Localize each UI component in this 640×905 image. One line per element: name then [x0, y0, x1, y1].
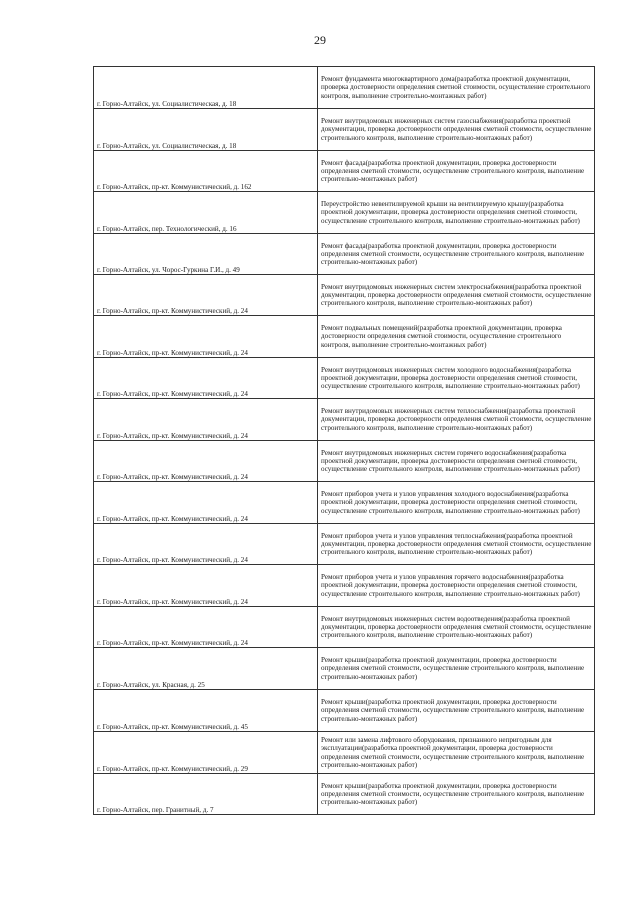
work-description-cell: Ремонт внутридомовых инженерных систем газоснабжения(разработка проектной документации, проверка достоверности определения сметной стоимости, осуществление строительного контроля, выполнение строительно-монтажных работ)	[318, 109, 595, 151]
table-row	[94, 316, 595, 358]
address-cell: г. Горно-Алтайск, пр-кт. Коммунистический, д. 24	[94, 565, 318, 607]
work-description-cell: Ремонт подвальных помещений(разработка проектной документации, проверка достоверности определения сметной стоимости, осуществление строительного контроля, выполнение строительно-монтажных работ)	[318, 316, 595, 358]
address-cell: г. Горно-Алтайск, пр-кт. Коммунистический, д. 162	[94, 151, 318, 192]
address-cell: г. Горно-Алтайск, пр-кт. Коммунистический, д. 24	[94, 524, 318, 565]
work-description-cell: Ремонт приборов учета и узлов управления теплоснабжения(разработка проектной документации, проверка достоверности определения сметной стоимости, осуществление строительного контроля, выполнение строительно-монтажных работ)	[318, 524, 595, 565]
work-description-cell: Ремонт внутридомовых инженерных систем горячего водоснабжения(разработка проектной документации, проверка достоверности определения сметной стоимости, осуществление строительного контроля, выполнение строительно-монтажных работ)	[318, 441, 595, 482]
table-row	[94, 690, 595, 732]
address-cell: г. Горно-Алтайск, ул. Социалистическая, д. 18	[94, 109, 318, 151]
table-row	[94, 399, 595, 441]
table-row	[94, 774, 595, 815]
table-row	[94, 441, 595, 482]
address-cell: г. Горно-Алтайск, пр-кт. Коммунистический, д. 24	[94, 275, 318, 316]
table-row	[94, 732, 595, 774]
address-cell: г. Горно-Алтайск, пр-кт. Коммунистический, д. 29	[94, 732, 318, 774]
table-row	[94, 648, 595, 690]
work-description-cell: Ремонт фасада(разработка проектной документации, проверка достоверности определения сметной стоимости, осуществление строительного контроля, выполнение строительно-монтажных работ)	[318, 234, 595, 275]
work-description-cell: Ремонт крыши(разработка проектной документации, проверка достоверности определения сметной стоимости, осуществление строительного контроля, выполнение строительно-монтажных работ)	[318, 774, 595, 815]
table-row	[94, 482, 595, 524]
table-row	[94, 151, 595, 192]
address-cell: г. Горно-Алтайск, ул. Чорос-Гуркина Г.И., д. 49	[94, 234, 318, 275]
work-description-cell: Ремонт крыши(разработка проектной документации, проверка достоверности определения сметной стоимости, осуществление строительного контроля, выполнение строительно-монтажных работ)	[318, 648, 595, 690]
works-table	[93, 66, 595, 815]
work-description-cell: Ремонт или замена лифтового оборудования, признанного непригодным для эксплуатации(разработка проектной документации, проверка достоверности определения сметной стоимости, осуществление строительного контроля, выполнение строительно-монтажных работ)	[318, 732, 595, 774]
page-number: 29	[314, 33, 326, 47]
address-cell: г. Горно-Алтайск, пр-кт. Коммунистический, д. 24	[94, 316, 318, 358]
address-cell: г. Горно-Алтайск, пер. Гранитный, д. 7	[94, 774, 318, 815]
address-cell: г. Горно-Алтайск, ул. Социалистическая, д. 18	[94, 67, 318, 109]
address-cell: г. Горно-Алтайск, пр-кт. Коммунистический, д. 24	[94, 358, 318, 399]
work-description-cell: Ремонт фасада(разработка проектной документации, проверка достоверности определения сметной стоимости, осуществление строительного контроля, выполнение строительно-монтажных работ)	[318, 151, 595, 192]
address-cell: г. Горно-Алтайск, пр-кт. Коммунистический, д. 24	[94, 399, 318, 441]
work-description-cell: Ремонт внутридомовых инженерных систем электроснабжения(разработка проектной документации, проверка достоверности определения сметной стоимости, осуществление строительного контроля, выполнение строительно-монтажных работ)	[318, 275, 595, 316]
address-cell: г. Горно-Алтайск, пер. Технологический, д. 16	[94, 192, 318, 234]
address-cell: г. Горно-Алтайск, пр-кт. Коммунистический, д. 24	[94, 482, 318, 524]
work-description-cell: Ремонт внутридомовых инженерных систем холодного водоснабжения(разработка проектной документации, проверка достоверности определения сметной стоимости, осуществление строительного контроля, выполнение строительно-монтажных работ)	[318, 358, 595, 399]
work-description-cell: Ремонт фундамента многоквартирного дома(разработка проектной документации, проверка достоверности определения сметной стоимости, осуществление строительного контроля, выполнение строительно-монтажных работ)	[318, 67, 595, 109]
table-row	[94, 358, 595, 399]
address-cell: г. Горно-Алтайск, пр-кт. Коммунистический, д. 24	[94, 607, 318, 648]
table-row	[94, 607, 595, 648]
work-description-cell: Ремонт внутридомовых инженерных систем водоотведения(разработка проектной документации, проверка достоверности определения сметной стоимости, осуществление строительного контроля, выполнение строительно-монтажных работ)	[318, 607, 595, 648]
work-description-cell: Ремонт приборов учета и узлов управления холодного водоснабжения(разработка проектной документации, проверка достоверности определения сметной стоимости, осуществление строительного контроля, выполнение строительно-монтажных работ)	[318, 482, 595, 524]
table-row	[94, 234, 595, 275]
work-description-cell: Ремонт внутридомовых инженерных систем теплоснабжения(разработка проектной документации, проверка достоверности определения сметной стоимости, осуществление строительного контроля, выполнение строительно-монтажных работ)	[318, 399, 595, 441]
address-cell: г. Горно-Алтайск, пр-кт. Коммунистический, д. 45	[94, 690, 318, 732]
table-row	[94, 192, 595, 234]
work-description-cell: Ремонт приборов учета и узлов управления горячего водоснабжения(разработка проектной документации, проверка достоверности определения сметной стоимости, осуществление строительного контроля, выполнение строительно-монтажных работ)	[318, 565, 595, 607]
table-row	[94, 67, 595, 109]
works-table-body	[94, 67, 595, 815]
table-row	[94, 109, 595, 151]
table-row	[94, 565, 595, 607]
address-cell: г. Горно-Алтайск, ул. Красная, д. 25	[94, 648, 318, 690]
work-description-cell: Переустройство невентилируемой крыши на вентилируемую крышу(разработка проектной документации, проверка достоверности определения сметной стоимости, осуществление строительного контроля, выполнение строительно-монтажных работ)	[318, 192, 595, 234]
work-description-cell: Ремонт крыши(разработка проектной документации, проверка достоверности определения сметной стоимости, осуществление строительного контроля, выполнение строительно-монтажных работ)	[318, 690, 595, 732]
address-cell: г. Горно-Алтайск, пр-кт. Коммунистический, д. 24	[94, 441, 318, 482]
table-row	[94, 524, 595, 565]
table-row	[94, 275, 595, 316]
